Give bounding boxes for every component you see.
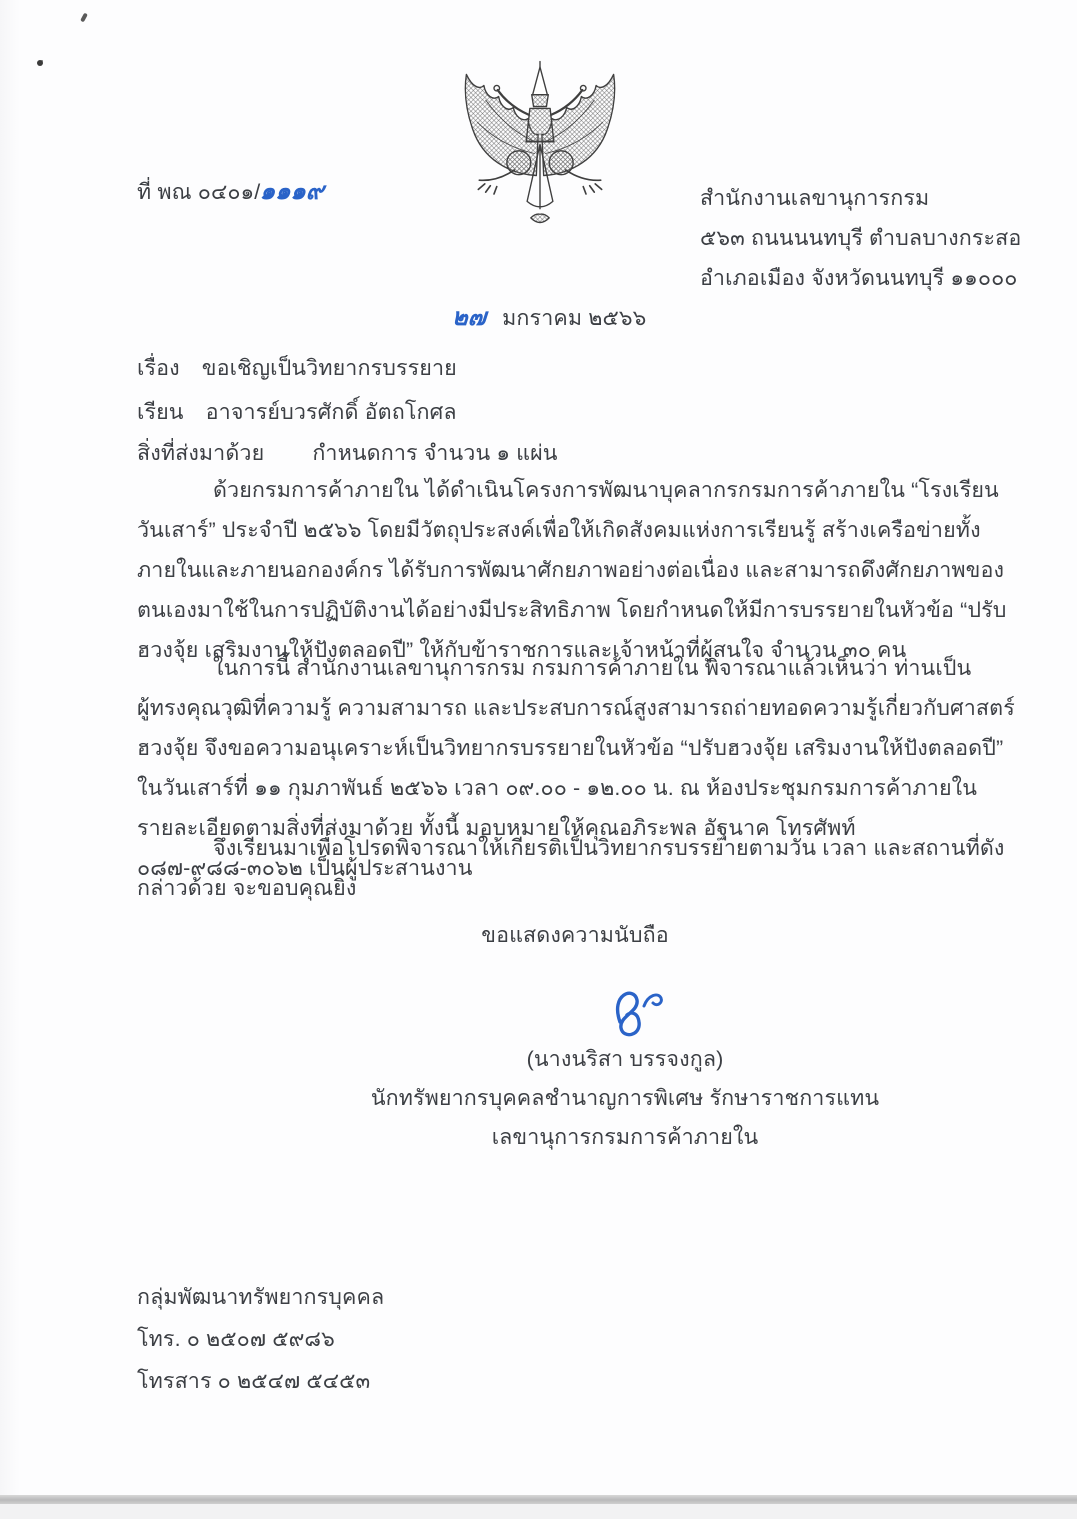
body-paragraph-1 xyxy=(137,470,1015,670)
subject-label: เรื่อง xyxy=(137,356,180,380)
subject-line xyxy=(137,348,457,388)
recipient-label: เรียน xyxy=(137,400,184,424)
attachment-line xyxy=(137,433,558,473)
body-paragraph-3 xyxy=(137,828,1015,908)
office-district: อำเภอเมือง จังหวัดนนทบุรี ๑๑๐๐๐ xyxy=(700,266,1018,290)
reference-prefix: ที่ พณ ๐๔๐๑/ xyxy=(137,180,261,204)
scan-speck xyxy=(80,13,88,23)
reference-number-handwritten: ๑๑๑๙ xyxy=(259,178,326,205)
attachment-text: กำหนดการ จำนวน ๑ แผ่น xyxy=(312,441,558,465)
scan-speck xyxy=(37,60,43,66)
footer-contact xyxy=(137,1276,384,1402)
office-name: สำนักงานเลขานุการกรม xyxy=(700,186,930,210)
signer-block xyxy=(250,1040,1000,1157)
footer-fax: โทรสาร ๐ ๒๕๔๗ ๕๔๕๓ xyxy=(137,1369,371,1393)
scan-edge-band-light xyxy=(0,1504,1077,1519)
date-month-year: มกราคม ๒๕๖๖ xyxy=(502,306,647,330)
scan-edge-band xyxy=(0,1495,1077,1504)
closing-phrase: ขอแสดงความนับถือ xyxy=(481,923,669,947)
paragraph-text: จึงเรียนมาเพื่อโปรดพิจารณาให้เกียรติเป็นวิทยากรบรรยายตามวัน เวลา และสถานที่ดังกล่าวด้วย จะขอบคุณยิ่ง xyxy=(137,836,1005,900)
office-address xyxy=(700,178,1040,298)
reference-line xyxy=(137,172,324,212)
subject-text: ขอเชิญเป็นวิทยากรบรรยาย xyxy=(201,356,457,380)
signer-title-1: นักทรัพยากรบุคคลชำนาญการพิเศษ รักษาราชการแทน xyxy=(370,1086,880,1110)
recipient-line xyxy=(137,392,457,432)
footer-unit: กลุ่มพัฒนาทรัพยากรบุคคล xyxy=(137,1285,385,1309)
recipient-name: อาจารย์บวรศักดิ์ อัตถโกศล xyxy=(205,400,457,424)
paragraph-text: ด้วยกรมการค้าภายใน ได้ดำเนินโครงการพัฒนาบุคลากรกรมการค้าภายใน “โรงเรียนวันเสาร์” ประจำปี ๒๕๖๖ โดยมีวัตถุประสงค์เพื่อให้เกิดสังคมแห่งการเรียนรู้ สร้างเครือข่ายทั้งภายในและภายนอกองค์กร ได้รับการพัฒนาศักยภาพอย่างต่อเนื่อง และสามารถดึงศักยภาพของตนเองมาใช้ในการปฏิบัติงานได้อย่างมีประสิทธิภาพ โดยกำหนดให้มีการบรรยายในหัวข้อ “ปรับฮวงจุ้ย เสริมงานให้ปังตลอดปี” ให้กับข้าราชการและเจ้าหน้าที่ผู้สนใจ จำนวน ๓๐ คน xyxy=(137,478,1007,662)
garuda-emblem-icon xyxy=(428,56,652,245)
footer-tel: โทร. ๐ ๒๕๐๗ ๕๙๘๖ xyxy=(137,1327,335,1351)
signer-name: (นางนริสา บรรจงกูล) xyxy=(526,1047,724,1071)
attachment-label: สิ่งที่ส่งมาด้วย xyxy=(137,441,265,465)
date-line xyxy=(452,298,646,338)
signer-title-2: เลขานุการกรมการค้าภายใน xyxy=(491,1125,759,1149)
date-day-handwritten: ๒๗ xyxy=(451,304,488,331)
office-street: ๕๖๓ ถนนนนทบุรี ตำบลบางกระสอ xyxy=(700,226,1022,250)
paragraph-text: ในการนี้ สำนักงานเลขานุการกรม กรมการค้าภายใน พิจารณาแล้วเห็นว่า ท่านเป็นผู้ทรงคุณวุฒิที่ความรู้ ความสามารถ และประสบการณ์สูงสามารถถ่ายทอดความรู้เกี่ยวกับศาสตร์ฮวงจุ้ย จึงขอความอนุเคราะห์เป็นวิทยากรบรรยายในหัวข้อ “ปรับฮวงจุ้ย เสริมงานให้ปังตลอดปี” ในวันเสาร์ที่ ๑๑ กุมภาพันธ์ ๒๕๖๖ เวลา ๐๙.๐๐ - ๑๒.๐๐ น. ณ ห้องประชุมกรมการค้าภายใน รายละเอียดตามสิ่งที่ส่งมาด้วย ทั้งนี้ มอบหมายให้คุณอภิระพล อัฐนาค โทรศัพท์ ๐๘๗-๙๘๘-๓๐๖๒ เป็นผู้ประสานงาน xyxy=(137,656,1015,880)
